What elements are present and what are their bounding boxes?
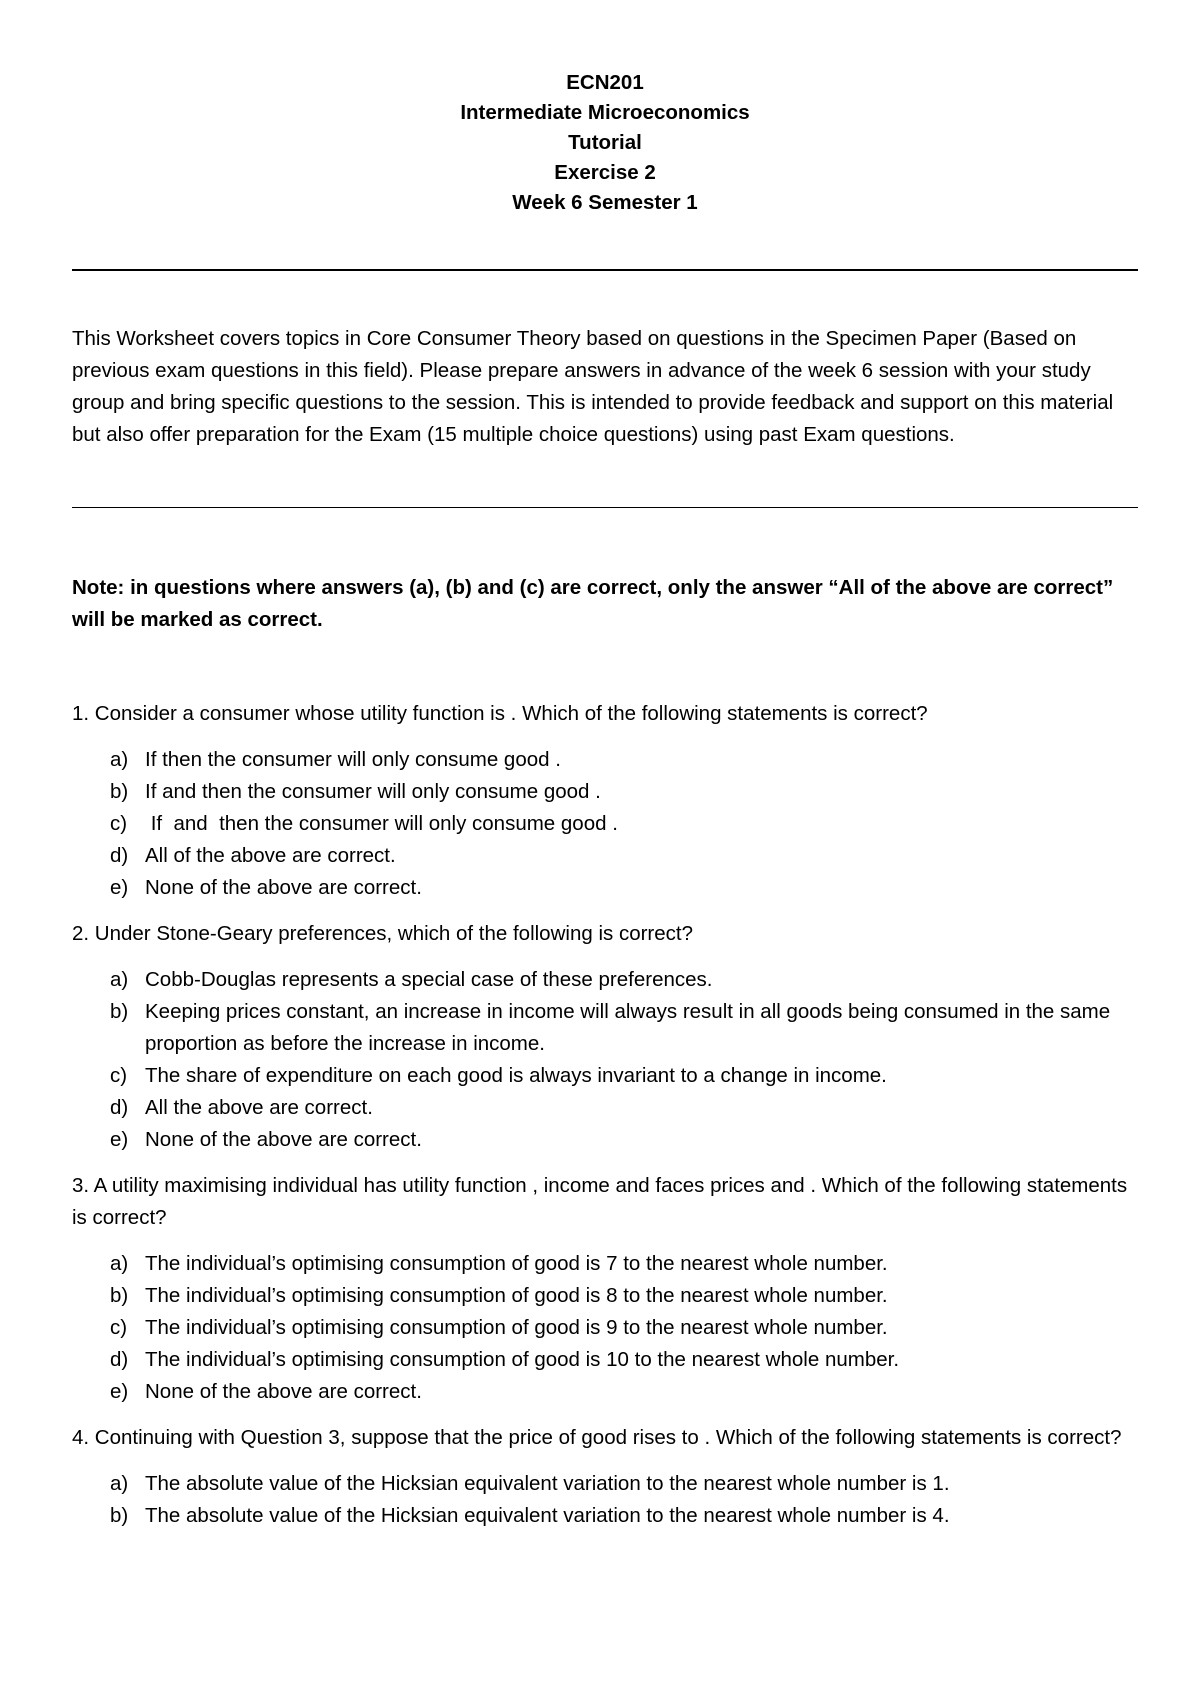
document-type: Tutorial [568, 131, 642, 154]
option [72, 1500, 1138, 1532]
option [72, 1312, 1138, 1344]
option-text: The individual’s optimising consumption of good is 7 to the nearest whole number. [145, 1252, 888, 1275]
option-letter: d) [110, 1096, 129, 1119]
option-text: If and then the consumer will only consume good . [145, 812, 618, 835]
option-text: The absolute value of the Hicksian equivalent variation to the nearest whole number is 1. [145, 1472, 950, 1495]
option [72, 1344, 1138, 1376]
question-2 [72, 918, 1138, 1156]
option-text: None of the above are correct. [145, 876, 422, 899]
option-text: The individual’s optimising consumption of good is 8 to the nearest whole number. [145, 1284, 888, 1307]
question-3-options [72, 1248, 1138, 1408]
option-text: The individual’s optimising consumption of good is 10 to the nearest whole number. [145, 1348, 900, 1371]
option-text: The share of expenditure on each good is always invariant to a change in income. [145, 1064, 887, 1087]
option-text: All the above are correct. [145, 1096, 373, 1119]
exercise-number: Exercise 2 [554, 161, 656, 184]
intro-paragraph: This Worksheet covers topics in Core Consumer Theory based on questions in the Specimen Paper (Based on previous exam questions in this field). Please prepare answers in advance of the week 6 session with your study group and bring specific questions to the session. This is intended to provide feedback and support on this material but also offer preparation for the Exam (15 multiple choice questions) using past Exam questions. [72, 327, 1114, 446]
option-text: Keeping prices constant, an increase in income will always result in all goods being consumed in the same proportion as before the increase in income. [145, 1000, 1111, 1055]
option-text: All of the above are correct. [145, 844, 396, 867]
question-4-text: 4. Continuing with Question 3, suppose that the price of good rises to . Which of the following statements is correct? [72, 1426, 1122, 1449]
question-4-options [72, 1468, 1138, 1532]
option [72, 744, 1138, 776]
option [72, 964, 1138, 996]
intro-divider [72, 507, 1138, 508]
option-letter: d) [110, 1348, 129, 1371]
course-code: ECN201 [566, 71, 644, 94]
week-semester: Week 6 Semester 1 [512, 191, 698, 214]
option [72, 1092, 1138, 1124]
option-letter: e) [110, 876, 129, 899]
option [72, 840, 1138, 872]
question-4 [72, 1422, 1138, 1532]
question-1-options [72, 744, 1138, 904]
option [72, 808, 1138, 840]
option-letter: e) [110, 1380, 129, 1403]
document-header [72, 68, 1138, 218]
option-text: Cobb-Douglas represents a special case of these preferences. [145, 968, 713, 991]
option-text: If then the consumer will only consume good . [145, 748, 561, 771]
option-text: The individual’s optimising consumption of good is 9 to the nearest whole number. [145, 1316, 888, 1339]
option [72, 776, 1138, 808]
option-letter: b) [110, 1504, 129, 1527]
option [72, 1124, 1138, 1156]
option-letter: c) [110, 1316, 128, 1339]
question-1 [72, 698, 1138, 904]
option-letter: a) [110, 748, 129, 771]
option [72, 1468, 1138, 1500]
option-letter: a) [110, 1472, 129, 1495]
option [72, 1280, 1138, 1312]
option-letter: d) [110, 844, 129, 867]
option [72, 1376, 1138, 1408]
option-text: If and then the consumer will only consume good . [145, 780, 601, 803]
course-title: Intermediate Microeconomics [460, 101, 750, 124]
option-letter: b) [110, 1284, 129, 1307]
question-3 [72, 1170, 1138, 1408]
option-letter: b) [110, 780, 129, 803]
option-letter: c) [110, 1064, 128, 1087]
option-text: None of the above are correct. [145, 1128, 422, 1151]
option-letter: a) [110, 968, 129, 991]
option-letter: a) [110, 1252, 129, 1275]
option [72, 1060, 1138, 1092]
option-letter: c) [110, 812, 128, 835]
option [72, 872, 1138, 904]
document-page [72, 68, 1138, 1532]
question-2-options [72, 964, 1138, 1156]
option-letter: b) [110, 1000, 129, 1023]
option [72, 1248, 1138, 1280]
question-1-text: 1. Consider a consumer whose utility function is . Which of the following statements is correct? [72, 702, 928, 725]
option-text: None of the above are correct. [145, 1380, 422, 1403]
question-2-text: 2. Under Stone-Geary preferences, which of the following is correct? [72, 922, 693, 945]
header-divider [72, 269, 1138, 271]
option [72, 996, 1138, 1060]
option-text: The absolute value of the Hicksian equivalent variation to the nearest whole number is 4. [145, 1504, 950, 1527]
option-letter: e) [110, 1128, 129, 1151]
marking-note: Note: in questions where answers (a), (b) and (c) are correct, only the answer “All of the above are correct” will be marked as correct. [72, 576, 1114, 631]
question-3-text: 3. A utility maximising individual has utility function , income and faces prices and . Which of the following statements is correct? [72, 1174, 1128, 1229]
